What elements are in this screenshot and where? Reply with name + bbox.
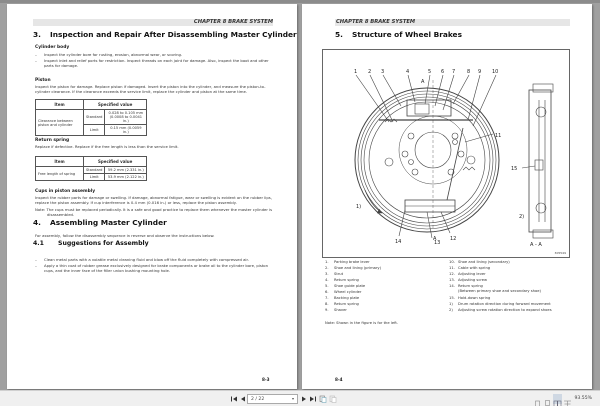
copy-icon — [319, 395, 327, 403]
legend-item: 1. Parking brake lever — [325, 260, 370, 264]
cups-text: Inspect the rubber parts for damage or swelling. If damage, abnormal fatigue, wear or swelling is evident on the rubber lips, replace the piston assembly. If cup interference is 0.4 mm (0.016 in.) or less, replace the piston assembly. — [35, 195, 272, 205]
piston-heading: Piston — [35, 78, 51, 83]
continuous-page-icon — [543, 399, 552, 406]
svg-text:A: A — [433, 236, 437, 242]
bullet-item: – Inspect the cylinder bore for rusting, erosion, abnormal wear, or scoring. — [35, 52, 183, 57]
prev-page-icon — [240, 395, 246, 403]
legend-item: 14. Return spring — [449, 284, 483, 288]
piston-clearance-table — [35, 99, 147, 136]
wheel-brake-figure — [322, 49, 570, 258]
svg-text:5: 5 — [428, 69, 432, 75]
col-specified-value: Specified value — [84, 157, 147, 167]
return-spring-heading: Return spring — [35, 138, 70, 143]
last-page-icon — [309, 395, 317, 403]
svg-text:3: 3 — [381, 69, 385, 75]
facing-continuous-view-button[interactable] — [563, 394, 572, 404]
cell-kind: Standard — [84, 167, 105, 174]
svg-text:4: 4 — [406, 69, 410, 75]
col-item: Item — [36, 100, 84, 110]
cups-note: Note: The cups must be replaced periodically. It is a safe and good practice to replace them whenever the master cylinder is disassembled. — [35, 207, 273, 217]
svg-text:8: 8 — [467, 69, 471, 75]
figure-note: Note: Shown in the figure is for the left. — [325, 321, 398, 325]
svg-text:6: 6 — [441, 69, 445, 75]
single-page-icon — [533, 399, 542, 406]
chapter-header: CHAPTER 8 BRAKE SYSTEM — [336, 19, 416, 25]
legend-item: 1) Drum rotation direction during forward movement — [449, 302, 551, 306]
svg-text:1): 1) — [356, 204, 362, 210]
legend-item: 2. Shoe and lining (primary) — [325, 266, 382, 270]
legend-item: 13. Adjusting screw — [449, 278, 488, 282]
cylinder-body-heading: Cylinder body — [35, 45, 70, 50]
legend-item: 11. Cable with spring — [449, 266, 491, 270]
figure-code: 305549 — [554, 251, 566, 255]
cell-value: 0.028 to 0.105 mm (0.0008 to 0.0041 in.) — [105, 110, 147, 125]
chapter-header: CHAPTER 8 BRAKE SYSTEM — [193, 19, 273, 25]
legend-item: 6. Wheel cylinder — [325, 290, 362, 294]
paste-icon — [329, 395, 337, 403]
return-spring-text: Replace if defective. Replace if the free length is less than the service limit. — [35, 144, 179, 149]
svg-text:11: 11 — [495, 133, 502, 139]
svg-text:14: 14 — [395, 239, 402, 245]
section-5-heading: 5. Structure of Wheel Brakes — [335, 30, 462, 39]
prev-page-button[interactable] — [240, 395, 246, 403]
svg-text:A: A — [421, 79, 425, 85]
legend-item: 8. Return spring — [325, 302, 359, 306]
single-page-view-button[interactable] — [533, 394, 542, 404]
svg-text:12: 12 — [450, 236, 457, 242]
top-toolbar-edge — [0, 0, 600, 3]
cell-kind: Standard — [84, 110, 105, 125]
continuous-view-button[interactable] — [543, 394, 552, 404]
spring-length-table — [35, 156, 147, 181]
legend-right — [449, 259, 579, 313]
legend-item: 4. Return spring — [325, 278, 359, 282]
legend-item-continuation: (Between primary shoe and secondary shoe) — [458, 289, 541, 293]
cell-kind: Limit — [84, 125, 105, 136]
page-8-4 — [302, 4, 592, 389]
first-page-icon — [230, 395, 238, 403]
svg-text:2): 2) — [519, 214, 525, 220]
bullet-item: – Clean metal parts with a volatile metal cleaning fluid and blow off the fluid completely with compressed air. — [35, 257, 249, 262]
cell-item: Free length of spring — [36, 167, 84, 181]
section-4-text: For assembly, follow the disassembly sequence in reverse and observe the instructions below. — [35, 233, 215, 238]
col-specified-value: Specified value — [84, 100, 147, 110]
bullet-item: – Inspect inlet and relief ports for restriction. Inspect threads on each joint for damage. Also, inspect the boot and other parts for damage. — [35, 58, 269, 68]
first-page-button[interactable] — [230, 395, 238, 403]
facing-pages-icon — [553, 399, 562, 406]
svg-text:9: 9 — [478, 69, 482, 75]
legend-item: 12. Adjusting lever — [449, 272, 486, 276]
legend-item: 5. Shoe guide plate — [325, 284, 366, 288]
cell-value: 0.15 mm (0.0059 in.) — [105, 125, 147, 136]
section-4-heading: 4. Assembling Master Cylinder — [33, 218, 167, 227]
legend-item: 2) Adjusting screw rotation direction to expand shoes — [449, 308, 552, 312]
svg-text:2: 2 — [368, 69, 372, 75]
legend-item: 9. Shaver — [325, 308, 347, 312]
legend-item: 10. Shoe and lining (secondary) — [449, 260, 510, 264]
legend-item: 7. Backing plate — [325, 296, 360, 300]
next-page-icon — [301, 395, 307, 403]
svg-text:1: 1 — [354, 69, 358, 75]
svg-text:15: 15 — [511, 166, 518, 172]
section-3-heading: 3. Inspection and Repair After Disassembling Master Cylinder — [33, 30, 297, 39]
svg-text:A - A: A - A — [530, 242, 542, 248]
legend-item: 3. Strut — [325, 272, 344, 276]
facing-pages-view-button[interactable] — [553, 394, 562, 404]
page-dropdown-button[interactable] — [288, 394, 298, 404]
viewer-status-bar — [0, 390, 600, 406]
bullet-item: – Apply a thin coat of rubber grease exclusively designed for brake components or brake oil to the cylinder bore, piston cups, and the inner face of the filler union bushing mounting hole. — [35, 263, 269, 273]
page-number-input[interactable]: 2 / 22 — [247, 394, 298, 404]
cups-heading: Cups in piston assembly — [35, 189, 96, 194]
cell-kind: Limit — [84, 174, 105, 181]
zoom-level[interactable]: 93.55% — [574, 396, 592, 401]
page-number: 8-4 — [335, 377, 343, 382]
legend-left — [325, 259, 435, 313]
svg-text:13: 13 — [434, 240, 441, 246]
chevron-down-icon: ▾ — [291, 396, 294, 401]
legend-item: 15. Hold-down spring — [449, 296, 491, 300]
svg-text:7: 7 — [452, 69, 456, 75]
paste-page-button[interactable] — [329, 395, 337, 403]
next-page-button[interactable] — [301, 395, 307, 403]
cell-value: 53.9 mm (2.122 in.) — [105, 174, 147, 181]
piston-text: Inspect the piston for damage. Replace piston if damaged. Insert the piston into the cylinder, and measure the piston-to-cylinder clearance. If the clearance exceeds the service limit, replace the cylinder and piston at the same time. — [35, 84, 266, 94]
cell-value: 59.2 mm (2.331 in.) — [105, 167, 147, 174]
wheel-brake-diagram — [323, 50, 571, 259]
last-page-button[interactable] — [309, 395, 317, 403]
facing-continuous-icon — [563, 399, 572, 406]
svg-text:10: 10 — [492, 69, 499, 75]
page-8-3 — [7, 4, 297, 389]
copy-page-button[interactable] — [319, 395, 327, 403]
cell-item: Clearance between piston and cylinder — [36, 110, 84, 136]
col-item: Item — [36, 157, 84, 167]
page-number: 8-3 — [262, 377, 270, 382]
section-4-1-heading: 4.1 Suggestions for Assembly — [33, 240, 149, 247]
